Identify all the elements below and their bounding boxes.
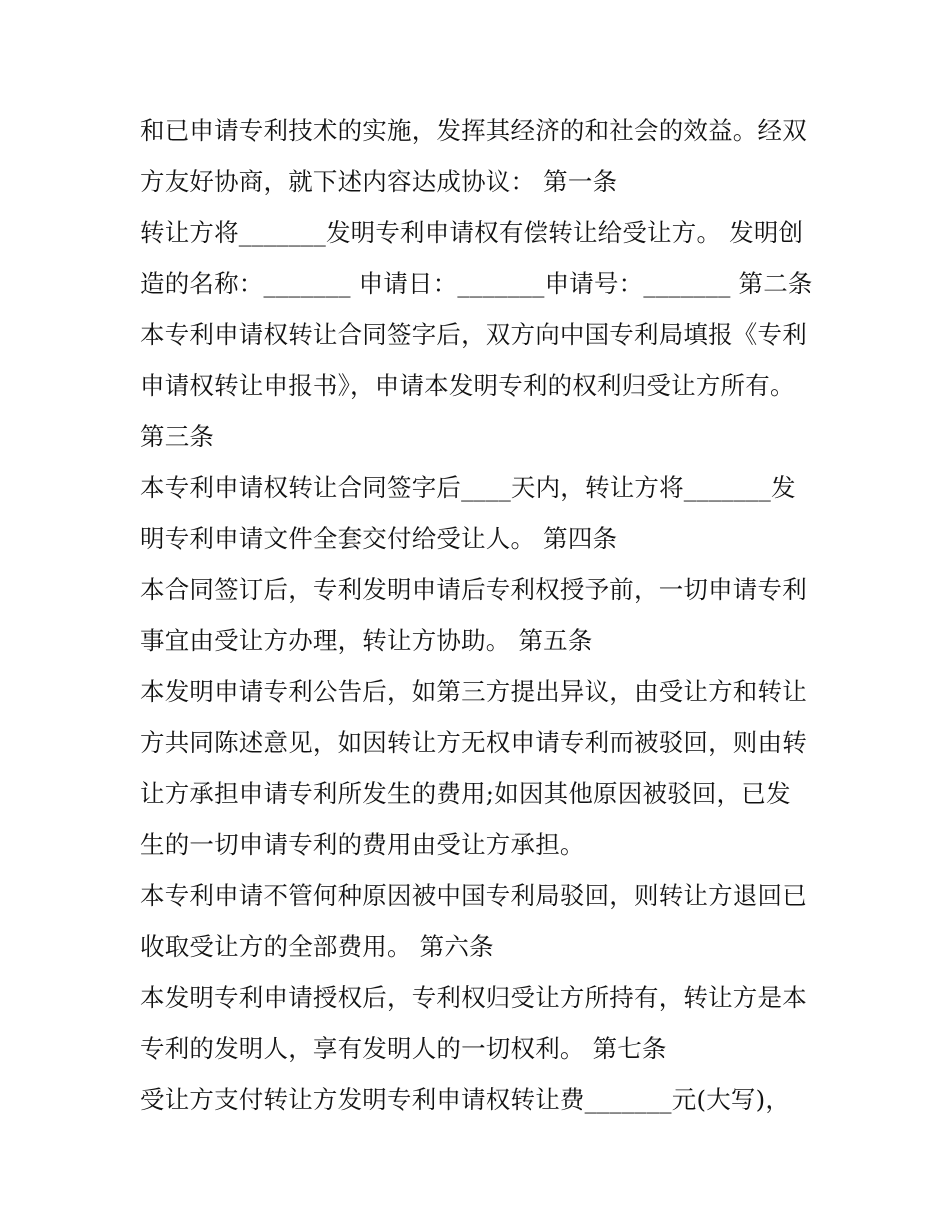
text-line-11: 事宜由受让方办理，转让方协助。 第五条: [140, 626, 593, 655]
text-line-20: 受让方支付转让方发明专利申请权转让费_______元(大写)，: [140, 1085, 791, 1114]
text-line-1: 和已申请专利技术的实施，发挥其经济的和社会的效益。经双: [140, 116, 807, 145]
text-line-18: 本发明专利申请授权后，专利权归受让方所持有，转让方是本: [140, 983, 807, 1012]
text-line-3: 转让方将_______发明专利申请权有偿转让给受让方。 发明创: [140, 218, 804, 247]
text-line-9: 明专利申请文件全套交付给受让人。 第四条: [140, 524, 618, 553]
text-line-13: 方共同陈述意见，如因转让方无权申请专利而被驳回，则由转: [140, 728, 807, 757]
text-line-7: 第三条: [140, 422, 215, 451]
text-line-17: 收取受让方的全部费用。 第六条: [140, 932, 494, 961]
text-line-5: 本专利申请权转让合同签字后，双方向中国专利局填报《专利: [140, 320, 807, 349]
text-line-19: 专利的发明人，享有发明人的一切权利。 第七条: [140, 1034, 667, 1063]
text-line-8: 本专利申请权转让合同签字后____天内，转让方将_______发: [140, 473, 796, 502]
text-line-6: 申请权转让申报书》，申请本发明专利的权利归受让方所有。: [140, 371, 795, 400]
text-line-4: 造的名称：_______ 申请日：_______申请号：_______ 第二条: [140, 269, 813, 298]
document-body: [140, 105, 820, 1125]
text-line-16: 本专利申请不管何种原因被中国专利局驳回，则转让方退回已: [140, 881, 807, 910]
text-line-2: 方友好协商，就下述内容达成协议： 第一条: [140, 167, 618, 196]
text-line-15: 生的一切申请专利的费用由受让方承担。: [140, 830, 585, 859]
text-line-14: 让方承担申请专利所发生的费用;如因其他原因被驳回，已发: [140, 779, 791, 808]
text-line-12: 本发明申请专利公告后，如第三方提出异议，由受让方和转让: [140, 677, 807, 706]
text-line-10: 本合同签订后，专利发明申请后专利权授予前，一切申请专利: [140, 575, 807, 604]
